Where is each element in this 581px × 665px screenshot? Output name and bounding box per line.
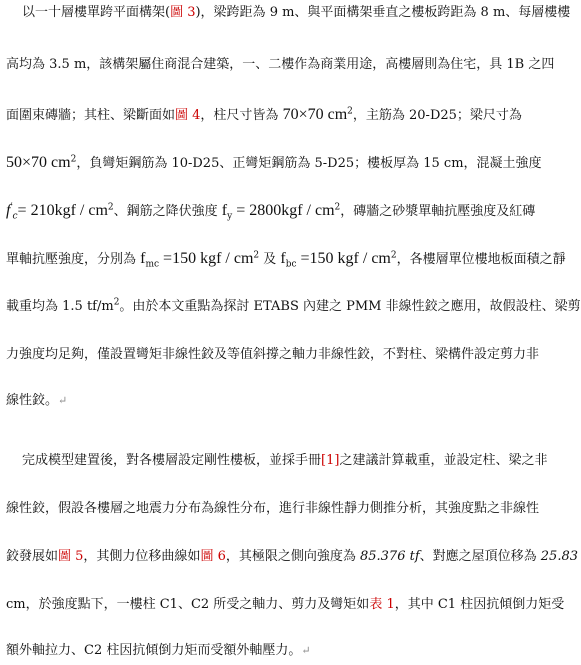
subscript: bc: [285, 259, 297, 270]
beam-size-formula: 50×70 cm: [6, 154, 71, 171]
p1-line-2: 高均為 3.5 m，該構架屬住商混合建築，一、二樓作為商業用途，高樓層則為住宅，具 1B 之四: [6, 57, 555, 72]
p1-line-6: [6, 250, 566, 270]
concrete-strength-formula: = 210kgf / cm: [17, 202, 108, 219]
text-run: 。由於本文重點為探討 ETABS 內建之 PMM 非線性鉸之應用，故假設柱、梁剪: [119, 299, 581, 314]
figure-5-link[interactable]: 圖 5: [58, 549, 84, 564]
steel-yield-formula: = 2800kgf / cm: [232, 202, 335, 219]
fmc-symbol: f: [140, 250, 146, 267]
superscript: 2: [253, 250, 260, 261]
text-run: 完成模型建置後，對各樓層設定剛性樓板，並採手冊: [22, 453, 322, 468]
text-run: 以一十層樓單跨平面構架(: [22, 5, 171, 20]
roof-displacement-value: 25.83: [540, 549, 578, 564]
figure-4-link[interactable]: 圖 4: [175, 108, 201, 123]
reference-1-link[interactable]: [1]: [321, 453, 340, 468]
fc-symbol: f: [6, 202, 11, 219]
text-run: ，主筋為 20-D25；梁尺寸為: [352, 108, 522, 123]
p1-line-9: [6, 392, 557, 410]
text-run: 及: [259, 252, 281, 267]
superscript: 2: [334, 202, 341, 213]
text-run: cm，於強度點下，一樓柱 C1、C2 所受之軸力、剪力及彎矩如: [6, 597, 370, 612]
text-run: ，磚牆之砂漿單軸抗壓強度及紅磚: [340, 204, 536, 219]
text-run: ，其中 C1 柱因抗傾倒力矩受: [394, 597, 565, 612]
p2-line-3: [6, 548, 578, 566]
text-run: 額外軸拉力、C2 柱因抗傾倒力矩而受額外軸壓力。: [6, 643, 302, 658]
text-run: 、鋼筋之降伏強度: [113, 204, 222, 219]
text-run: 、對應之屋頂位移為: [419, 549, 541, 564]
p1-line-3: [6, 106, 557, 125]
p1-line-4: [6, 154, 557, 173]
p2-line-2: 線性鉸，假設各樓層之地震力分布為線性分布，進行非線性靜力側推分析，其強度點之非線性: [6, 501, 540, 516]
subscript: mc: [145, 259, 160, 270]
text-run: ，柱尺寸皆為: [200, 108, 283, 123]
superscript: 2: [70, 154, 77, 165]
p1-line-8: 力強度均足夠，僅設置彎矩非線性鉸及等值斜撐之軸力非線性鉸，不對柱、梁構件設定剪力非: [6, 347, 540, 362]
column-size-formula: 70×70 cm: [282, 106, 348, 123]
p1-line-1: [22, 4, 571, 22]
p2-line-1: [22, 452, 557, 470]
text-run: ，負彎矩鋼筋為 10-D25、正彎矩鋼筋為 5-D25；樓板厚為 15 cm，混凝土強度: [76, 156, 542, 171]
brick-strength-formula: =150 kgf / cm: [296, 250, 391, 267]
text-run: ，其極限之側向強度為: [225, 549, 360, 564]
superscript: 2: [390, 250, 397, 261]
text-run: ，其側力位移曲線如: [83, 549, 201, 564]
subscript: c: [12, 211, 18, 222]
figure-6-link[interactable]: 圖 6: [200, 549, 226, 564]
figure-3-link[interactable]: 圖 3: [170, 5, 196, 20]
text-run: 線性鉸。: [6, 393, 59, 408]
superscript: 2: [113, 297, 120, 308]
subscript: y: [227, 211, 233, 222]
p2-line-4: [6, 596, 565, 614]
text-run: 載重均為 1.5 tf/m: [6, 299, 114, 314]
mortar-strength-formula: =150 kgf / cm: [159, 250, 254, 267]
p1-line-7: [6, 297, 581, 316]
text-run: 鉸發展如: [6, 549, 59, 564]
prime-mark: ′: [10, 202, 13, 213]
paragraph-mark-icon: ↵: [301, 644, 311, 657]
superscript: 2: [107, 202, 114, 213]
text-run: 面圍束磚牆；其柱、梁斷面如: [6, 108, 176, 123]
superscript: 2: [347, 106, 353, 117]
fbc-symbol: f: [280, 250, 286, 267]
p2-line-5: [6, 642, 557, 660]
p1-line-5: [6, 202, 557, 221]
table-1-link[interactable]: 表 1: [369, 597, 395, 612]
fy-symbol: f: [221, 202, 228, 219]
text-run: 之建議計算載重，並設定柱、梁之非: [339, 453, 548, 468]
text-run: 單軸抗壓強度，分別為: [6, 252, 141, 267]
text-run: ，各樓層單位樓地板面積之靜: [396, 252, 566, 267]
lateral-strength-value: 85.376 tf: [359, 549, 420, 564]
text-run: )，梁跨距為 9 m、與平面構架垂直之樓板跨距為 8 m、每層樓樓: [195, 5, 571, 20]
paragraph-mark-icon: ↵: [58, 394, 68, 407]
